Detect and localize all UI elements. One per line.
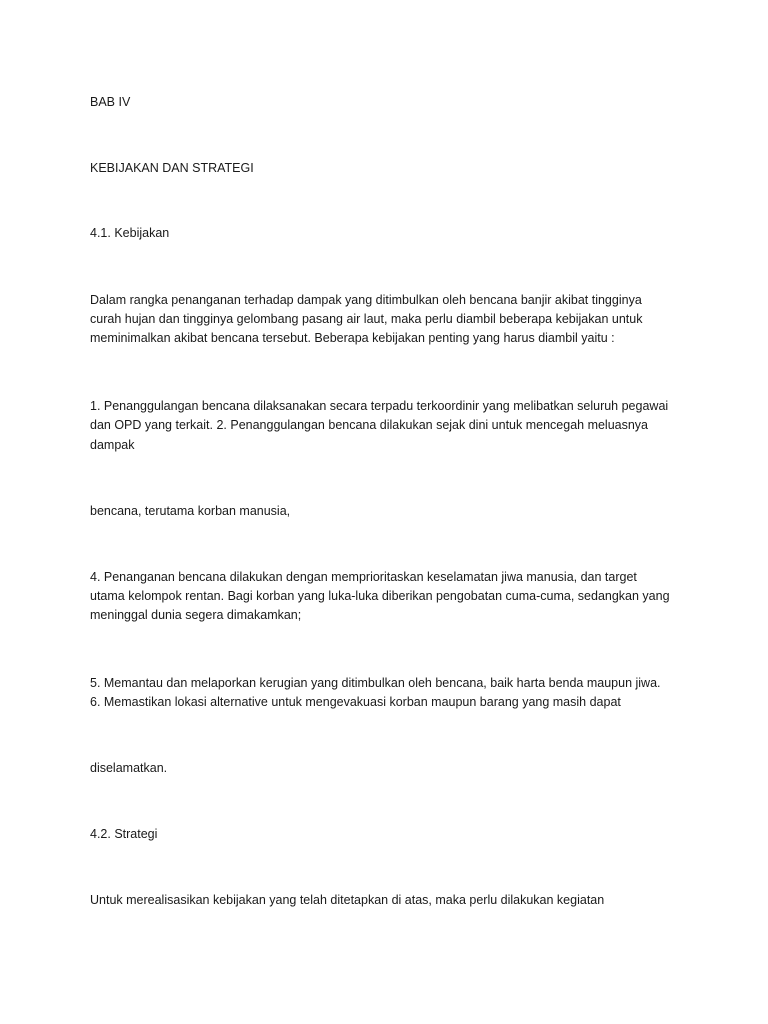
paragraph-line: 6. Memastikan lokasi alternative untuk mengevakuasi korban maupun barang yang masih dapat [90, 695, 621, 709]
paragraph-line: meminimalkan akibat bencana tersebut. Beberapa kebijakan penting yang harus diambil yaitu : [90, 331, 615, 345]
paragraph-line: curah hujan dan tingginya gelombang pasang air laut, maka perlu diambil beberapa kebijakan untuk [90, 312, 643, 326]
paragraph-line: diselamatkan. [90, 761, 168, 775]
paragraph-line: dan OPD yang terkait. 2. Penanggulangan bencana dilakukan sejak dini untuk mencegah meluasnya [90, 418, 649, 432]
paragraph-line: Untuk merealisasikan kebijakan yang telah ditetapkan di atas, maka perlu dilakukan kegiatan [90, 893, 605, 907]
paragraph-line: Dalam rangka penanganan terhadap dampak yang ditimbulkan oleh bencana banjir akibat tingginya [90, 293, 642, 307]
paragraph-line: bencana, terutama korban manusia, [90, 504, 291, 518]
section-heading-strategi: 4.2. Strategi [90, 827, 158, 841]
section-heading-kebijakan: 4.1. Kebijakan [90, 226, 170, 240]
chapter-title: KEBIJAKAN DAN STRATEGI [90, 161, 254, 175]
paragraph-line: utama kelompok rentan. Bagi korban yang luka-luka diberikan pengobatan cuma-cuma, sedangkan yang [90, 589, 670, 603]
paragraph-line: meninggal dunia segera dimakamkan; [90, 608, 302, 622]
paragraph-line: dampak [90, 438, 135, 452]
paragraph-line: 5. Memantau dan melaporkan kerugian yang ditimbulkan oleh bencana, baik harta benda maupun jiwa. [90, 676, 661, 690]
chapter-number: BAB IV [90, 95, 131, 109]
paragraph-line: 4. Penanganan bencana dilakukan dengan memprioritaskan keselamatan jiwa manusia, dan target [90, 570, 637, 584]
paragraph-line: 1. Penanggulangan bencana dilaksanakan secara terpadu terkoordinir yang melibatkan seluruh pegawai [90, 399, 669, 413]
